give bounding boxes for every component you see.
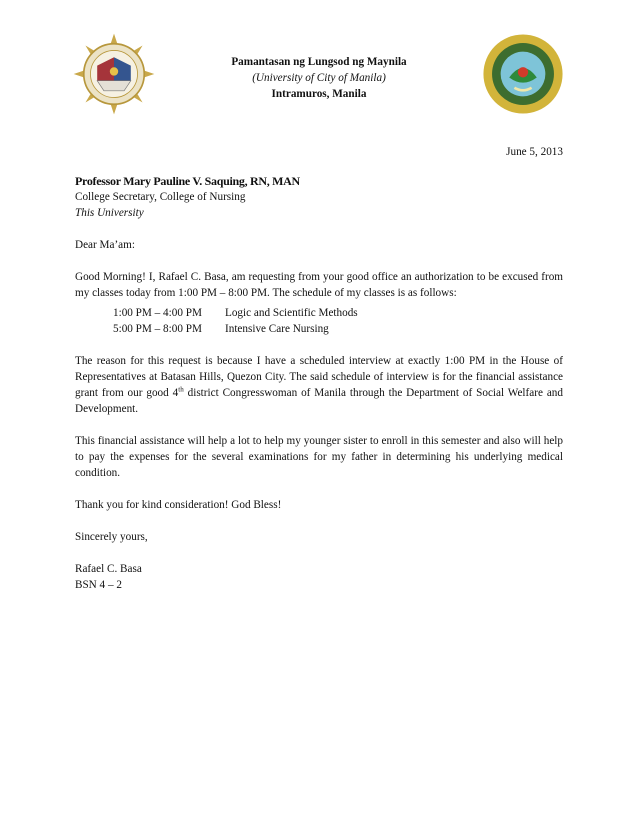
recipient-name: Professor Mary Pauline V. Saquing, RN, MAN bbox=[75, 174, 300, 188]
letter-date: June 5, 2013 bbox=[506, 146, 563, 158]
plm-seal-icon bbox=[72, 32, 156, 116]
schedule-row bbox=[113, 321, 563, 337]
closing: Sincerely yours, bbox=[75, 531, 148, 543]
paragraph-assistance: This financial assistance will help a lot to help my younger sister to enroll in this semester and also will help to pay the expenses for the several examinations for my father in determining his underlying medical condition. bbox=[75, 435, 563, 479]
schedule-time: 1:00 PM – 4:00 PM bbox=[113, 307, 202, 319]
schedule-subject: Logic and Scientific Methods bbox=[225, 307, 358, 319]
institution-subtitle: (University of City of Manila) bbox=[252, 72, 386, 84]
paragraph-reason-rest: district Congresswoman of Manila through the Department of Social Welfare and Development. bbox=[75, 387, 563, 415]
paragraph-thanks: Thank you for kind consideration! God Bless! bbox=[75, 499, 282, 511]
recipient-title: College Secretary, College of Nursing bbox=[75, 191, 246, 203]
letter-body bbox=[75, 173, 563, 593]
schedule-subject: Intensive Care Nursing bbox=[225, 323, 329, 335]
recipient-org: This University bbox=[75, 207, 144, 219]
college-seal-icon bbox=[480, 31, 566, 117]
schedule-time: 5:00 PM – 8:00 PM bbox=[113, 323, 202, 335]
paragraph-request: Good Morning! I, Rafael C. Basa, am requesting from your good office an authorization to be excused from my classes today from 1:00 PM – 8:00 PM. The schedule of my classes is as follows: bbox=[75, 271, 563, 299]
signature-name: Rafael C. Basa bbox=[75, 563, 142, 575]
ordinal-suffix: th bbox=[178, 385, 184, 394]
paragraph-reason bbox=[75, 353, 563, 417]
schedule-row bbox=[113, 305, 563, 321]
institution-name: Pamantasan ng Lungsod ng Maynila bbox=[231, 56, 407, 68]
signature-section: BSN 4 – 2 bbox=[75, 579, 122, 591]
class-schedule bbox=[113, 305, 563, 337]
paragraph-reason-text: The reason for this request is because I have a scheduled interview at exactly 1:00 PM in the House of Representatives at Batasan Hills, Quezon City. The said schedule of interview is for the financial assistance grant from our good 4 bbox=[75, 355, 563, 399]
salutation: Dear Ma’am: bbox=[75, 239, 135, 251]
institution-location: Intramuros, Manila bbox=[271, 88, 367, 100]
